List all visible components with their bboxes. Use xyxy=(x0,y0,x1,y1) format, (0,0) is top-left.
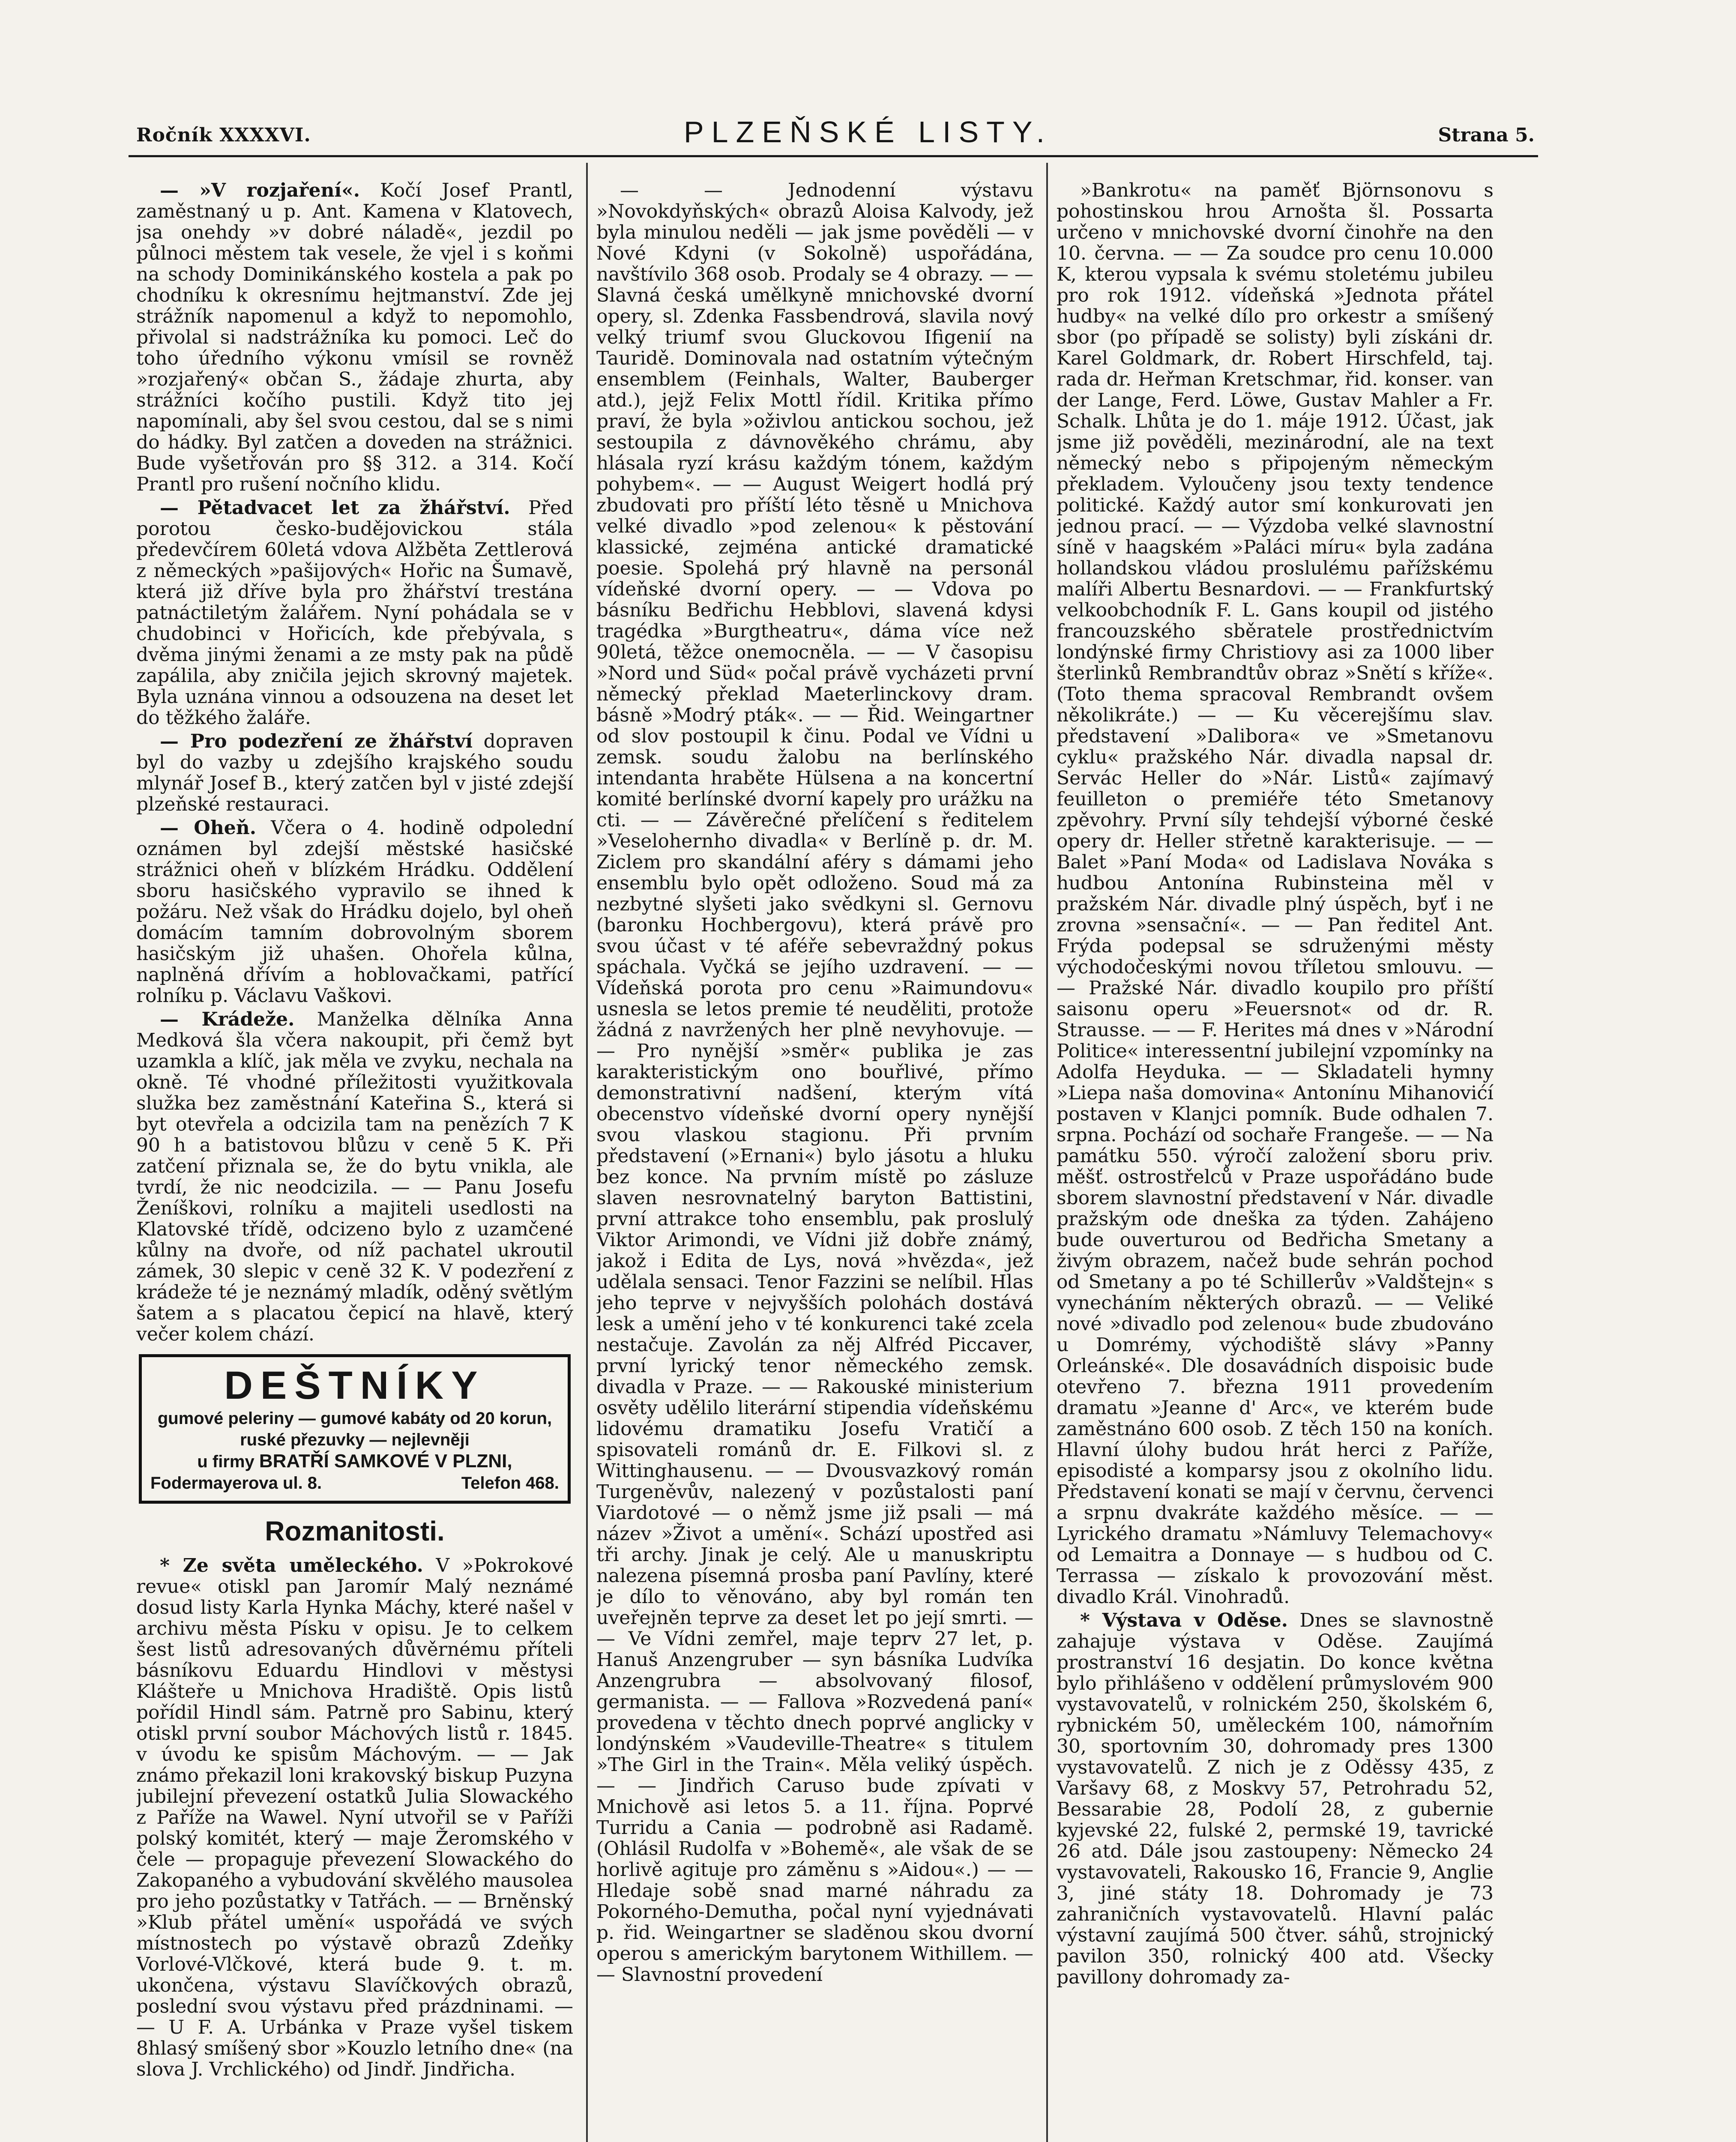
advertisement-umbrellas xyxy=(139,1354,571,1504)
article-vystava-odesa xyxy=(1057,1610,1494,1988)
article-ohen xyxy=(136,817,573,1006)
ad-phone: Telefon 468. xyxy=(461,1474,559,1493)
ad-firm-name: BRATŘÍ SAMKOVÉ V PLZNI, xyxy=(259,1451,512,1472)
ad-line: ruské přezuvky — nejlevněji xyxy=(240,1430,470,1449)
article-lead: — Krádeže. xyxy=(160,1008,295,1030)
article-body: Před porotou česko-budějovickou stála předevčírem 60letá vdova Alžběta Zettlerová z německých »pašijových« Hořic na Šumavě, která již dříve byla pro žhářství trestána patnáctiletým žalářem. Nyní pohádala se v chudobinci v Hořicích, kde přebývala, s dvěma jinými ženami a ze msty pak na půdě zapálila, aby zničila jejich skrovný majetek. Byla uznána vinnou a odsouzena na deset let do těžkého žaláře. xyxy=(136,497,573,729)
article-lead: * Výstava v Oděse. xyxy=(1080,1609,1288,1631)
ad-firm-line xyxy=(150,1451,559,1472)
page-number: Strana 5. xyxy=(1438,124,1535,146)
newspaper-title: PLZEŇSKÉ LISTY. xyxy=(683,115,1053,149)
article-lead: * Ze světa uměleckého. xyxy=(160,1555,423,1577)
article-continued xyxy=(1057,180,1494,1607)
column-divider-1 xyxy=(586,163,588,2142)
ad-firm-prefix: u firmy xyxy=(197,1452,254,1471)
article-svet-umelecky xyxy=(136,1555,573,2080)
column-divider-2 xyxy=(1046,163,1048,2142)
article-lead: — »V rozjaření«. xyxy=(160,180,360,201)
article-body: — — Jednodenní výstavu »Novokdyňských« obrazů Aloisa Kalvody, jež byla minulou neděli — jak jsme pověděli — v Nové Kdyni (v Sokolně) uspořádána, navštívilo 368 osob. Prodaly se 4 obrazy. — — Slavná česká umělkyně mnichovské dvorní opery, sl. Zdenka Fassbendrová, slavila nový velký triumf svou Gluckovou Ifigenií na Tauridě. Dominovala nad ostatním výtečným ensemblem (Feinhals, Walter, Bauberger atd.), jejž Felix Mottl řídil. Kritika přímo praví, že byla »oživlou antickou sochou, jež sestoupila z dávnověkého chrámu, aby hlásala ryzí krásu každým tónem, každým pohybem«. — — August Weigert hodlá prý zbudovati pro příští léto těsně u Mnichova velké divadlo »pod zelenou« k pěstování klassické, zejména antické dramatické poesie. Spolehá prý hlavně na personál vídeňské dvorní opery. — — Vdova po básníku Bedřichu Hebblovi, slavená kdysi tragédka »Burgtheatru«, dáma více než 90letá, těžce onemocněla. — — V časopisu »Nord und Süd« počal právě vycházeti první německý překlad Maeterlinckovy dram. básně »Modrý pták«. — — Řid. Weingartner od slov postoupil k činu. Podal ve Vídni u zemsk. soudu žalobu na berlínského intendanta hraběte Hülsena a na koncertní komité berlínské dvorní kapely pro urážku na cti. — — Závěrečné přelíčení s ředitelem »Veselohernho divadla« v Berlíně p. dr. M. Ziclem pro skandální aféry s dámami jeho ensemblu bylo opět odloženo. Soud má za nezbytné slyšeti jako svědkyni sl. Gernovu (baronku Hochbergovu), která právě pro svou účast v té aféře sebevraždný pokus spáchala. Vyčká se jejího uzdravení. — — Vídeňská porota pro cenu »Raimundovu« usnesla se letos premie té neuděliti, protože žádná z navržených her plně nevyhovuje. — — Pro nynější »směr« publika je zas karakteristickým ono bouřlivé, přímo demonstrativní nadšení, kterým vítá obecenstvo vídeňské dvorní opery nynější svou vlaskou stagionu. Při prvním představení (»Ernani«) bylo jásotu a hluku bez konce. Na prvním místě po zásluze slaven nesrovnatelný baryton Battistini, první attrakce toho ensemblu, pak proslulý Viktor Arimondi, ve Vídni již dobře známý, jakož i Edita de Lys, nová »hvězda«, jež udělala sensaci. Tenor Fazzini se nelíbil. Hlas jeho teprve v nejvyšších polohách dostává lesk a umění jeho v té konkurenci také zcela nestačuje. Zavolán za něj Alfréd Piccaver, první lyrický tenor německého zemsk. divadla v Praze. — — Rakouské ministerium osvěty udělilo literární stipendia vídeňskému lidovému dramatiku Josefu Vratičí a spisovateli románů dr. E. Filkovi sl. z Wittinghausenu. — — Dvousvazkový román Turgeněvův, nalezený v pozůstalosti paní Viardotové — o němž jsme již psali — má název »Život a umění«. Schází upostřed asi tři archy. Jinak je celý. Ale u manuskriptu nalezena písemná prosba paní Pavlíny, které je dílo to věnováno, aby byl román ten uveřejněn teprve za deset let po její smrti. — — Ve Vídni zemřel, maje teprv 27 let, p. Hanuš Anzengruber — syn básníka Ludvíka Anzengrubra — absolvovaný filosof, germanista. — — Fallova »Rozvedená paní« provedena v těchto dnech poprvé anglicky v londýnském »Vaudeville-Theatre« s titulem »The Girl in the Train«. Měla veliký úspěch. — — Jindřich Caruso bude zpívati v Mnichově asi letos 5. a 11. října. Poprvé Turridu a Cania — podrobně asi Radamě. (Ohlásil Rudolfa v »Bohemě«, ale však de se horlivě agituje pro záměnu s »Aidou«.) — — Hledaje sobě snad marné náhradu za Pokorného-Demutha, počal nyní vyjednávati p. řid. Weingartner se sladěnou skou dvorní operou s americkým barytonem Withillem. — — Slavnostní provedení xyxy=(596,180,1033,1986)
section-title-rozmanitosti: Rozmanitosti. xyxy=(265,1516,445,1547)
article-continued xyxy=(596,180,1033,1985)
article-lead: — Oheň. xyxy=(160,817,257,839)
article-lead: — Pětadvacet let za žhářství. xyxy=(160,497,510,519)
article-body: »Bankrotu« na paměť Björnsonovu s pohostinskou hrou Arnošta šl. Possarta určeno v mnichovské dvorní činohře na den 10. června. — — Za soudce pro cenu 10.000 K, kterou vypsala k svému stoletému jubileu pro rok 1912. vídeňská »Jednota přátel hudby« na velké dílo pro orkestr a smíšený sbor (po případě se solisty) byli získáni dr. Karel Goldmark, dr. Robert Hirschfeld, taj. rada dr. Heřman Kretschmar, řid. konser. van der Lange, Ferd. Löwe, Gustav Mahler a Fr. Schalk. Lhůta je do 1. máje 1912. Účast, jak jsme již pověděli, mezinárodní, ale na text německý nebo s připojeným německým překladem. Vyloučeny jsou texty tendence politické. Každý autor smí konkurovati jen jednou prací. — — Výzdoba velké slavnostní síně v haagském »Paláci míru« byla zadána hollandskou vládou proslulému pařížskému malíři Albertu Besnardovi. — — Frankfurtský velkoobchodník F. L. Gans koupil od jistého francouzského sběratele prostřednictvím londýnské firmy Christiovy asi za 1000 liber šterlinků Rembrandtův obraz »Snětí s kříže«. (Toto thema spracoval Rembrandt ovšem několikráte.) — — Ku věcerejšímu slav. představení »Dalibora« ve »Smetanovu cyklu« pražského Nár. divadla napsal dr. Servác Heller do »Nár. Listů« zajímavý feuilleton o premiéře této Smetanovy zpěvohry. První síly tehdejší výborné české opery dr. Heller střetně karakterisuje. — — Balet »Paní Moda« od Ladislava Nováka s hudbou Antonína Rubinsteina měl v pražském Nár. divadle plný úspěch, byť i ne zrovna »sensační«. — — Pan ředitel Ant. Frýda podepsal se sdruženými městy východočeskými novou tříletou smlouvu. — — Pražské Nár. divadlo koupilo pro příští saisonu operu »Feuersnot« od dr. R. Strausse. — — F. Herites má dnes v »Národní Politice« interessentní jubilejní vzpomínky na Adolfa Heyduka. — — Skladateli hymny »Liepa naša domovina« Antonínu Mihanovićí postaven v Klanjci pomník. Bude odhalen 7. srpna. Pochází od sochaře Frangeše. — — Na památku 550. výročí založení sboru priv. měšť. ostrostřelců v Praze uspořádáno bude sborem slavnostní představení v Nár. divadle pražským ode dneška za týden. Zahájeno bude ouverturou od Bedřicha Smetany a živým obrazem, načež bude sehrán pochod od Smetany a po té Schillerův »Valdštejn« s vynecháním některých obrazů. — — Veliké nové »divadlo pod zelenou« bude zbudováno u Domrémy, východiště slávy »Panny Orleánské«. Dle dosavádních dispoisic bude otevřeno 7. března 1911 provedením dramatu »Jeanne d' Arc«, ve kterém bude zaměstnáno 600 osob. Z těch 150 na koních. Hlavní úlohy budou hrát herci z Paříže, episodisté a komparsy jsou z okolního lidu. Představení konati se mají v červnu, červenci a srpnu dvakráte každého měsíce. — — Lyrického dramatu »Námluvy Telemachovy« od Lemaitra a Donnaye — s hudbou od C. Terrassa — získalo k provozování měst. divadlo Král. Vinohradů. xyxy=(1057,180,1494,1608)
column-2 xyxy=(596,180,1033,2142)
article-body: Dnes se slavnostně zahajuje výstava v Oděse. Zaujímá prostranství 16 desjatin. Do konce května bylo přihlášeno v oddělení průmyslovém 900 vystavovatelů, v rolnickém 250, školském 6, rybnickém 50, uměleckém 100, námořním 30, sportovním 30, dohromady pres 1300 vystavovatelů. Z nich je z Oděssy 435, z Varšavy 68, z Moskvy 57, Petrohradu 52, Bessarabie 28, Podolí 28, z gubernie kyjevské 22, fulské 2, permské 19, tavrické 26 atd. Dále jsou zastoupeny: Německo 24 vystavovateli, Rakousko 16, Francie 9, Anglie 3, jiné státy 18. Dohromady je 73 zahraničních vystavovatelů. Hlavní palác výstavní zaujímá 500 čtver. sáhů, strojnický pavilon 350, rolnický 400 atd. Všecky pavillony dohromady za- xyxy=(1057,1609,1494,1988)
article-lead: — Pro podezření ze žhářství xyxy=(160,730,473,752)
article-podezreni xyxy=(136,731,573,815)
column-1 xyxy=(136,180,573,2142)
ad-contact-row xyxy=(150,1472,559,1494)
article-body: dopraven byl do vazby u zdejšího krajského soudu mlynář Josef B., který zatčen byl v jisté zdejší plzeňské restauraci. xyxy=(136,730,573,815)
article-body: Manželka dělníka Anna Medková šla včera nakoupit, při čemž byt uzamkla a klíč, jak měla ve zvyku, nechala na okně. Té vhodné příležitosti využitkovala služka bez zaměstnání Kateřina S., která si byt otevřela a odcizila tam na penězích 7 K 90 h a batistovou blůzu v ceně 5 K. Při zatčení přiznala se, že do bytu vnikla, ale tvrdí, že nic neodcizila. — — Panu Josefu Ženíškovi, rolníku a majiteli usedlosti na Klatovské třídě, odcizeno bylo z uzamčené kůlny na dvoře, od níž pachatel ukroutil zámek, 30 slepic v ceně 32 K. V podezření z krádeže té je neznámý mladík, oděný světlým šatem a s placatou čepicí na hlavě, který večer kolem chází. xyxy=(136,1008,573,1345)
article-kradeze xyxy=(136,1009,573,1345)
article-body: Kočí Josef Prantl, zaměstnaný u p. Ant. Kamena v Klatovech, jsa onehdy »v dobré náladě«, jezdil po půlnoci městem tak vesele, že vjel i s koňmi na schody Dominikánského kostela a pak po chodníku k okresnímu hejtmanství. Zde jej strážník napomenul a když to nepomohlo, přivolal si nadstrážníka ku pomoci. Leč do toho úředního výkonu vmísil se rovněž »rozjařený« občan S., žádaje zhurta, aby strážníci kočího pustili. Když tito jej napomínali, aby šel svou cestou, dal se s nimi do hádky. Byl zatčen a doveden na strážnici. Bude vyšetřován pro §§ 312. a 314. Kočí Prantl pro rušení nočního klidu. xyxy=(136,180,573,495)
ad-line: gumové peleriny — gumové kabáty od 20 korun, xyxy=(157,1409,552,1428)
ad-address: Fodermayerova ul. 8. xyxy=(150,1474,322,1493)
article-zharstvi xyxy=(136,497,573,728)
article-rozjareni xyxy=(136,180,573,495)
ad-title: DEŠTNÍKY xyxy=(224,1364,485,1407)
volume-number: Ročník XXXXVI. xyxy=(136,124,311,146)
article-body: V »Pokrokové revue« otiskl pan Jaromír Malý neznámé dosud listy Karla Hynka Máchy, které našel v archivu města Písku v opisu. Je to celkem šest listů adresovaných důvěrnému příteli básníkovu Eduardu Hindlovi v městysi Klášteře u Mnichova Hradiště. Opis listů pořídil Hindl sám. Patrně pro Sabinu, který otiskl první soubor Máchových listů r. 1845. v úvodu ke spisům Máchovým. — — Jak známo překazil loni krakovský biskup Puzyna jubilejní převezení ostatků Julia Slowackého z Paříže na Wawel. Nyní utvořil se v Paříži polský komitét, který — maje Žeromského v čele — propaguje převezení Slowackého do Zakopaného a vybudování skvělého mausolea pro jeho pozůstatky v Tatřách. — — Brněnský »Klub přátel umění« uspořádá ve svých místnostech po výstavě obrazů Zdeňky Vorlové-Vlčkové, která bude 9. t. m. ukončena, výstavu Slavíčkových obrazů, poslední svou výstavu před prázdninami. — — U F. A. Urbánka v Praze vyšel tiskem 8hlasý smíšený sbor »Kouzlo letního dne« (na slova J. Vrchlického) od Jindř. Jindřicha. xyxy=(136,1555,573,2080)
page-header xyxy=(0,0,1736,163)
article-body: Včera o 4. hodině odpolední oznámen byl zdejší městské hasičské strážnici oheň v blízkém Hrádku. Oddělení sboru hasičského vypravilo se ihned k požáru. Než však do Hrádku dojelo, byl oheň domácím tamním dobrovolným sborem hasičským již uhašen. Ohořela kůlna, naplněná dřívím a hoblovačkami, patřící rolníku p. Václavu Vaškovi. xyxy=(136,817,573,1007)
column-3 xyxy=(1057,180,1494,2142)
header-rule xyxy=(129,155,1538,157)
